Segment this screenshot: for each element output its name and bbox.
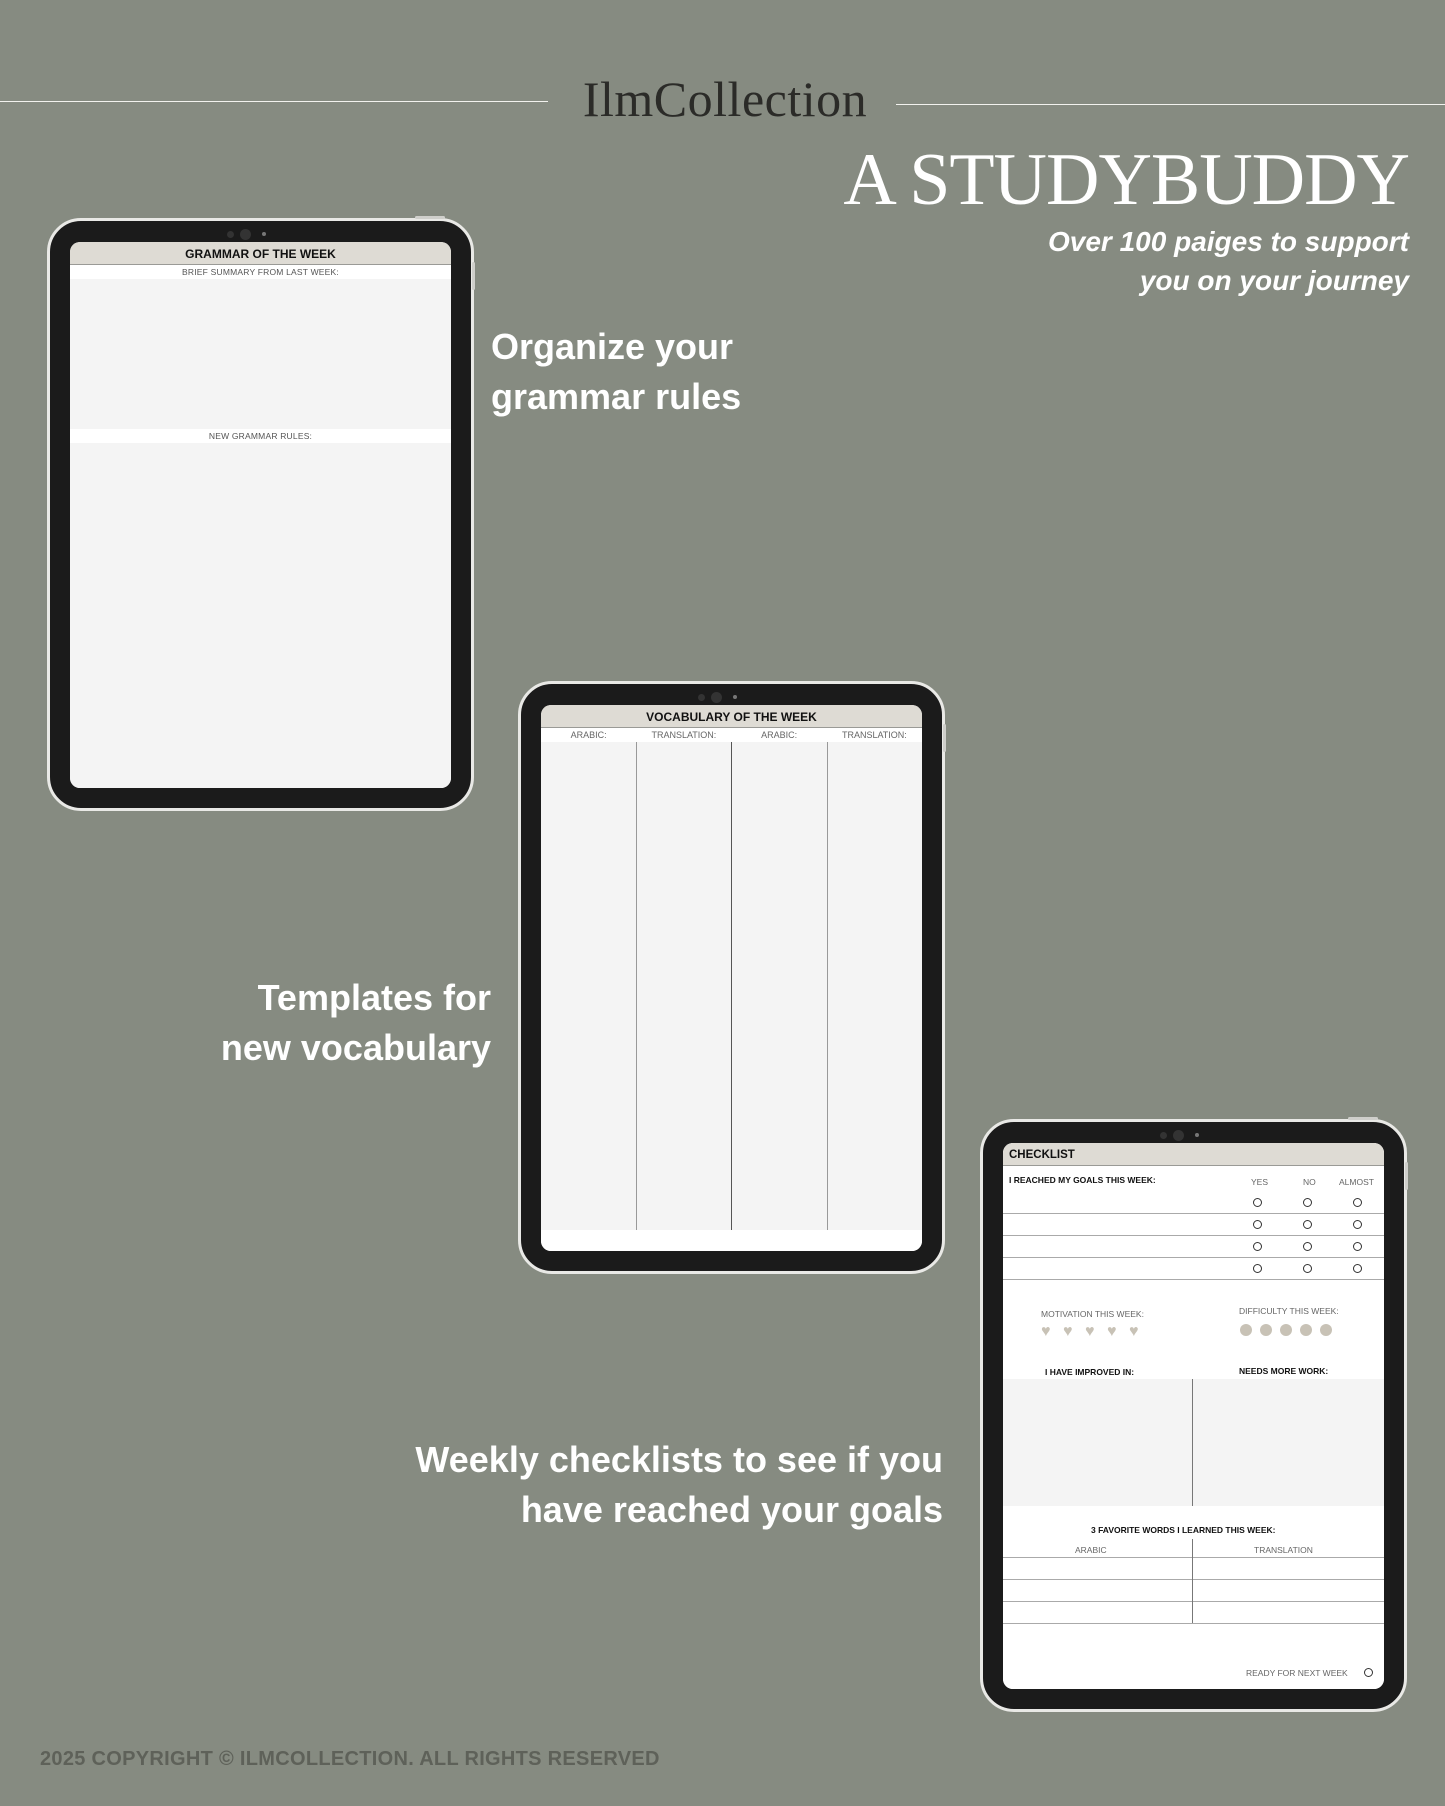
side-button bbox=[1348, 1117, 1378, 1120]
caption-checklist bbox=[415, 1435, 943, 1535]
camera-icon bbox=[1160, 1132, 1167, 1139]
yes-label: YES bbox=[1251, 1177, 1269, 1187]
improved-area bbox=[1003, 1379, 1193, 1506]
ready-label: READY FOR NEXT WEEK bbox=[1246, 1668, 1348, 1678]
camera-icon bbox=[240, 229, 251, 240]
tablet-grammar bbox=[47, 218, 474, 811]
copyright: 2025 COPYRIGHT © ILMCOLLECTION. ALL RIGHTS RESERVED bbox=[40, 1748, 660, 1770]
summary-label: BRIEF SUMMARY FROM LAST WEEK: bbox=[70, 265, 451, 279]
vocabulary-title: VOCABULARY OF THE WEEK bbox=[541, 705, 922, 728]
vocab-column bbox=[828, 742, 923, 1230]
caption-checklist-line-2: have reached your goals bbox=[520, 1489, 943, 1530]
col-translation-2: TRANSLATION: bbox=[841, 730, 907, 740]
radio-circle-icon[interactable] bbox=[1353, 1220, 1362, 1229]
needs-work-area bbox=[1193, 1379, 1384, 1506]
divider bbox=[1003, 1257, 1384, 1258]
rules-label: NEW GRAMMAR RULES: bbox=[70, 429, 451, 443]
caption-vocabulary-line-2: new vocabulary bbox=[220, 1027, 491, 1068]
side-button bbox=[472, 262, 475, 290]
grammar-title: GRAMMAR OF THE WEEK bbox=[70, 242, 451, 265]
vocab-column bbox=[637, 742, 733, 1230]
radio-circle-icon[interactable] bbox=[1303, 1220, 1312, 1229]
arabic-label: ARABIC bbox=[1075, 1545, 1107, 1555]
side-button bbox=[943, 724, 946, 752]
checklist-content bbox=[1003, 1143, 1384, 1689]
checklist-title: CHECKLIST bbox=[1003, 1143, 1384, 1166]
header-line-left bbox=[0, 101, 548, 102]
radio-circle-icon[interactable] bbox=[1253, 1242, 1262, 1251]
rules-area bbox=[70, 443, 451, 788]
col-arabic-1: ARABIC: bbox=[570, 730, 607, 740]
header-line-right bbox=[896, 104, 1445, 105]
motivation-label: MOTIVATION THIS WEEK: bbox=[1041, 1309, 1144, 1319]
radio-circle-icon[interactable] bbox=[1353, 1264, 1362, 1273]
subline-line-1: Over 100 paiges to support bbox=[1048, 226, 1409, 257]
summary-area bbox=[70, 279, 451, 429]
heart-icon[interactable]: ♥ bbox=[1041, 1323, 1051, 1340]
vocabulary-header bbox=[541, 728, 922, 742]
checklist-page bbox=[1003, 1143, 1384, 1689]
tablet-checklist bbox=[980, 1119, 1407, 1712]
no-label: NO bbox=[1303, 1177, 1316, 1187]
heart-icon[interactable]: ♥ bbox=[1107, 1323, 1117, 1340]
divider bbox=[1003, 1557, 1384, 1558]
caption-grammar bbox=[491, 322, 741, 422]
caption-grammar-line-1: Organize your bbox=[491, 326, 734, 367]
dot-icon[interactable] bbox=[1300, 1324, 1312, 1336]
divider bbox=[1003, 1235, 1384, 1236]
heart-icon[interactable]: ♥ bbox=[1063, 1323, 1073, 1340]
radio-circle-icon[interactable] bbox=[1353, 1242, 1362, 1251]
side-button bbox=[415, 216, 445, 219]
radio-circle-icon[interactable] bbox=[1353, 1198, 1362, 1207]
favorite-words-divider bbox=[1192, 1539, 1193, 1623]
heart-icon[interactable]: ♥ bbox=[1129, 1323, 1139, 1340]
subline-line-2: you on your journey bbox=[1139, 265, 1409, 296]
tablet-vocabulary bbox=[518, 681, 945, 1274]
divider bbox=[1003, 1623, 1384, 1624]
translation-label: TRANSLATION bbox=[1254, 1545, 1313, 1555]
vocabulary-page bbox=[541, 705, 922, 1251]
vocab-footer bbox=[541, 1230, 922, 1251]
divider bbox=[1003, 1279, 1384, 1280]
radio-circle-icon[interactable] bbox=[1253, 1220, 1262, 1229]
goals-label: I REACHED MY GOALS THIS WEEK: bbox=[1009, 1175, 1156, 1185]
favorite-words-label: 3 FAVORITE WORDS I LEARNED THIS WEEK: bbox=[1091, 1525, 1276, 1535]
divider bbox=[1003, 1213, 1384, 1214]
heart-icon[interactable]: ♥ bbox=[1085, 1323, 1095, 1340]
camera-icon bbox=[733, 695, 737, 699]
divider bbox=[1003, 1601, 1384, 1602]
dot-icon[interactable] bbox=[1260, 1324, 1272, 1336]
dot-icon[interactable] bbox=[1320, 1324, 1332, 1336]
camera-icon bbox=[698, 694, 705, 701]
subline bbox=[809, 222, 1409, 300]
headline: A STUDYBUDDY bbox=[843, 139, 1409, 221]
camera-icon bbox=[1173, 1130, 1184, 1141]
difficulty-label: DIFFICULTY THIS WEEK: bbox=[1239, 1306, 1339, 1316]
col-arabic-2: ARABIC: bbox=[761, 730, 798, 740]
grammar-page bbox=[70, 242, 451, 788]
vocabulary-columns bbox=[541, 742, 922, 1230]
radio-circle-icon[interactable] bbox=[1303, 1264, 1312, 1273]
improved-label: I HAVE IMPROVED IN: bbox=[1045, 1367, 1135, 1377]
vocab-column bbox=[732, 742, 828, 1230]
radio-circle-icon[interactable] bbox=[1253, 1198, 1262, 1207]
radio-circle-icon[interactable] bbox=[1364, 1668, 1373, 1677]
divider bbox=[1003, 1579, 1384, 1580]
camera-icon bbox=[1195, 1133, 1199, 1137]
radio-circle-icon[interactable] bbox=[1303, 1242, 1312, 1251]
camera-icon bbox=[711, 692, 722, 703]
dot-icon[interactable] bbox=[1240, 1324, 1252, 1336]
brand-logo: IlmCollection bbox=[582, 71, 868, 127]
needs-work-label: NEEDS MORE WORK: bbox=[1239, 1366, 1329, 1376]
camera-icon bbox=[227, 231, 234, 238]
caption-vocabulary bbox=[221, 973, 491, 1073]
caption-vocabulary-line-1: Templates for bbox=[257, 977, 491, 1018]
caption-checklist-line-1: Weekly checklists to see if you bbox=[415, 1439, 943, 1480]
col-translation-1: TRANSLATION: bbox=[651, 730, 717, 740]
radio-circle-icon[interactable] bbox=[1253, 1264, 1262, 1273]
camera-icon bbox=[262, 232, 266, 236]
vocab-column bbox=[541, 742, 637, 1230]
caption-grammar-line-2: grammar rules bbox=[491, 376, 742, 417]
side-button bbox=[1405, 1162, 1408, 1190]
radio-circle-icon[interactable] bbox=[1303, 1198, 1312, 1207]
almost-label: ALMOST bbox=[1339, 1177, 1374, 1187]
dot-icon[interactable] bbox=[1280, 1324, 1292, 1336]
